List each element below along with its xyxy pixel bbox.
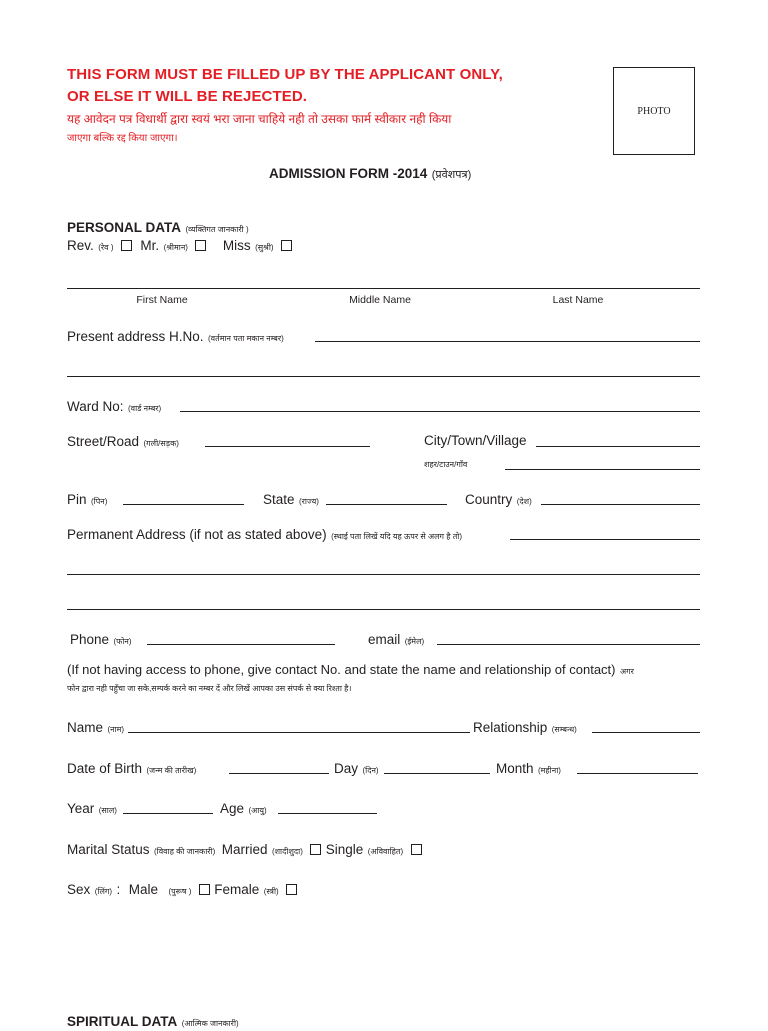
- male-checkbox[interactable]: [199, 884, 210, 895]
- sex-row: [67, 881, 297, 899]
- state-text: State: [263, 492, 295, 507]
- pin-label: [67, 491, 107, 509]
- last-name-caption: Last Name: [552, 294, 604, 306]
- month-line[interactable]: [577, 773, 698, 774]
- form-title: [269, 165, 471, 183]
- sex-hindi: (लिंग): [94, 887, 113, 896]
- pin-line[interactable]: [123, 504, 244, 505]
- age-label: [220, 800, 267, 818]
- email-hindi: (ईमेल): [404, 637, 425, 646]
- present-address-label: [67, 328, 284, 346]
- form-title-hindi: (प्रवेशपत्र): [431, 169, 472, 181]
- married-checkbox[interactable]: [310, 844, 321, 855]
- married-label: Married: [221, 842, 268, 857]
- title-miss-hindi: (सुश्री): [255, 243, 274, 252]
- sex-label: Sex: [67, 882, 91, 897]
- contact-name-label: [67, 719, 124, 737]
- full-name-line[interactable]: [67, 288, 700, 289]
- relationship-hindi: (सम्बन्ध): [551, 725, 577, 734]
- country-text: Country: [465, 492, 513, 507]
- state-label: [263, 491, 319, 509]
- ward-label: [67, 398, 161, 416]
- city-line-2[interactable]: [505, 469, 700, 470]
- permanent-address-hindi: (स्थाई पता लिखें यदि यह ऊपर से अलग है तो): [331, 532, 462, 541]
- dob-label: [67, 760, 196, 778]
- day-text: Day: [334, 761, 359, 776]
- phone-hindi: (फोन): [113, 637, 132, 646]
- title-mr-label: Mr.: [140, 238, 160, 253]
- title-rev-checkbox[interactable]: [121, 240, 132, 251]
- married-hindi: (शादीशुदा): [271, 847, 303, 856]
- month-label: [496, 760, 561, 778]
- street-text: Street/Road: [67, 434, 140, 449]
- photo-label: PHOTO: [637, 105, 671, 117]
- warning-hindi-line-2: जाएगा बल्कि रद्द किया जाएगा।: [67, 133, 178, 144]
- spiritual-data-heading: [67, 1013, 239, 1031]
- day-line[interactable]: [384, 773, 490, 774]
- title-rev-hindi: (रेव ): [98, 243, 114, 252]
- marital-status-row: [67, 841, 422, 859]
- single-label: Single: [325, 842, 364, 857]
- ward-text: Ward No:: [67, 399, 124, 414]
- dob-line[interactable]: [229, 773, 329, 774]
- personal-data-heading: [67, 219, 249, 237]
- warning-line-1: THIS FORM MUST BE FILLED UP BY THE APPLICANT ONLY,: [67, 66, 503, 83]
- phone-label: [70, 631, 132, 649]
- present-address-hindi: (वर्तमान पता मकान नम्बर): [208, 334, 284, 343]
- country-line[interactable]: [541, 504, 700, 505]
- present-address-line-2[interactable]: [67, 376, 700, 377]
- dob-hindi: (जन्म की तारीख): [146, 766, 197, 775]
- single-checkbox[interactable]: [411, 844, 422, 855]
- year-text: Year: [67, 801, 95, 816]
- relationship-text: Relationship: [473, 720, 548, 735]
- title-miss-label: Miss: [222, 238, 251, 253]
- pin-text: Pin: [67, 492, 87, 507]
- relationship-line[interactable]: [592, 732, 700, 733]
- email-label: [368, 631, 424, 649]
- spiritual-data-title-hindi: (आत्मिक जानकारी): [181, 1019, 239, 1028]
- title-options: [67, 237, 292, 255]
- state-line[interactable]: [326, 504, 447, 505]
- permanent-address-text: Permanent Address (if not as stated above): [67, 527, 327, 542]
- pin-hindi: (पिन): [90, 497, 108, 506]
- age-text: Age: [220, 801, 245, 816]
- phone-note-text: (If not having access to phone, give contact No. and state the name and relationship of contact): [67, 662, 616, 677]
- contact-name-hindi: (नाम): [107, 725, 125, 734]
- marital-status-hindi: (विवाह की जानकारी): [153, 847, 216, 856]
- ward-hindi: (वार्ड नम्बर): [127, 404, 162, 413]
- title-rev-label: Rev.: [67, 238, 94, 253]
- city-label: City/Town/Village: [424, 433, 527, 448]
- title-mr-hindi: (श्रीमान): [163, 243, 188, 252]
- photo-box[interactable]: [613, 67, 695, 155]
- street-line[interactable]: [205, 446, 370, 447]
- form-title-text: ADMISSION FORM -2014: [269, 166, 428, 181]
- female-checkbox[interactable]: [286, 884, 297, 895]
- personal-data-title: PERSONAL DATA: [67, 220, 182, 235]
- sex-colon: :: [116, 882, 121, 897]
- email-line[interactable]: [437, 644, 700, 645]
- phone-note-hindi-2: फोन द्वारा नही पहुँचा जा सके,सम्पर्क करने का नम्बर दें और लिखें आपका उस संपर्क से क्या रिश्ता है।: [67, 684, 352, 693]
- female-hindi: (स्त्री): [263, 887, 279, 896]
- street-label: [67, 433, 179, 451]
- day-label: [334, 760, 379, 778]
- contact-name-line[interactable]: [128, 732, 470, 733]
- male-label: Male: [128, 882, 158, 897]
- permanent-address-line-3[interactable]: [67, 609, 700, 610]
- phone-note: [67, 661, 634, 679]
- phone-line[interactable]: [147, 644, 335, 645]
- present-address-text: Present address H.No.: [67, 329, 204, 344]
- warning-line-2: OR ELSE IT WILL BE REJECTED.: [67, 88, 308, 105]
- city-line[interactable]: [536, 446, 700, 447]
- contact-name-text: Name: [67, 720, 104, 735]
- middle-name-caption: Middle Name: [349, 294, 411, 306]
- spiritual-data-title: SPIRITUAL DATA: [67, 1014, 178, 1029]
- country-label: [465, 491, 532, 509]
- single-hindi: (अविवाहित): [367, 847, 404, 856]
- year-hindi: (साल): [98, 806, 117, 815]
- phone-text: Phone: [70, 632, 110, 647]
- personal-data-title-hindi: (व्यक्तिगत जानकारी ): [185, 225, 249, 234]
- phone-note-hindi-1: अगर: [619, 667, 634, 676]
- first-name-caption: First Name: [136, 294, 188, 306]
- present-address-line[interactable]: [315, 341, 700, 342]
- permanent-address-label: [67, 526, 462, 544]
- age-hindi: (आयु): [248, 806, 267, 815]
- email-text: email: [368, 632, 401, 647]
- warning-hindi-line-1: यह आवेदन पत्र विधार्थी द्वारा स्वयं भरा जाना चाहिये नही तो उसका फार्म स्वीकार नही किया: [67, 112, 452, 126]
- state-hindi: (राज्य): [298, 497, 319, 506]
- year-label: [67, 800, 117, 818]
- title-miss-checkbox[interactable]: [281, 240, 292, 251]
- marital-status-label: Marital Status: [67, 842, 150, 857]
- day-hindi: (दिन): [362, 766, 379, 775]
- year-line[interactable]: [123, 813, 213, 814]
- male-hindi: (पुरूष ): [168, 887, 192, 896]
- age-line[interactable]: [278, 813, 377, 814]
- month-hindi: (महीना): [537, 766, 561, 775]
- permanent-address-line-2[interactable]: [67, 574, 700, 575]
- relationship-label: [473, 719, 577, 737]
- female-label: Female: [214, 882, 260, 897]
- street-hindi: (गली/सड़क): [143, 439, 179, 448]
- dob-text: Date of Birth: [67, 761, 143, 776]
- city-hindi: शहर/टाउन/गाँव: [424, 460, 468, 469]
- month-text: Month: [496, 761, 534, 776]
- permanent-address-line[interactable]: [510, 539, 700, 540]
- title-mr-checkbox[interactable]: [195, 240, 206, 251]
- ward-line[interactable]: [180, 411, 700, 412]
- country-hindi: (देश): [516, 497, 532, 506]
